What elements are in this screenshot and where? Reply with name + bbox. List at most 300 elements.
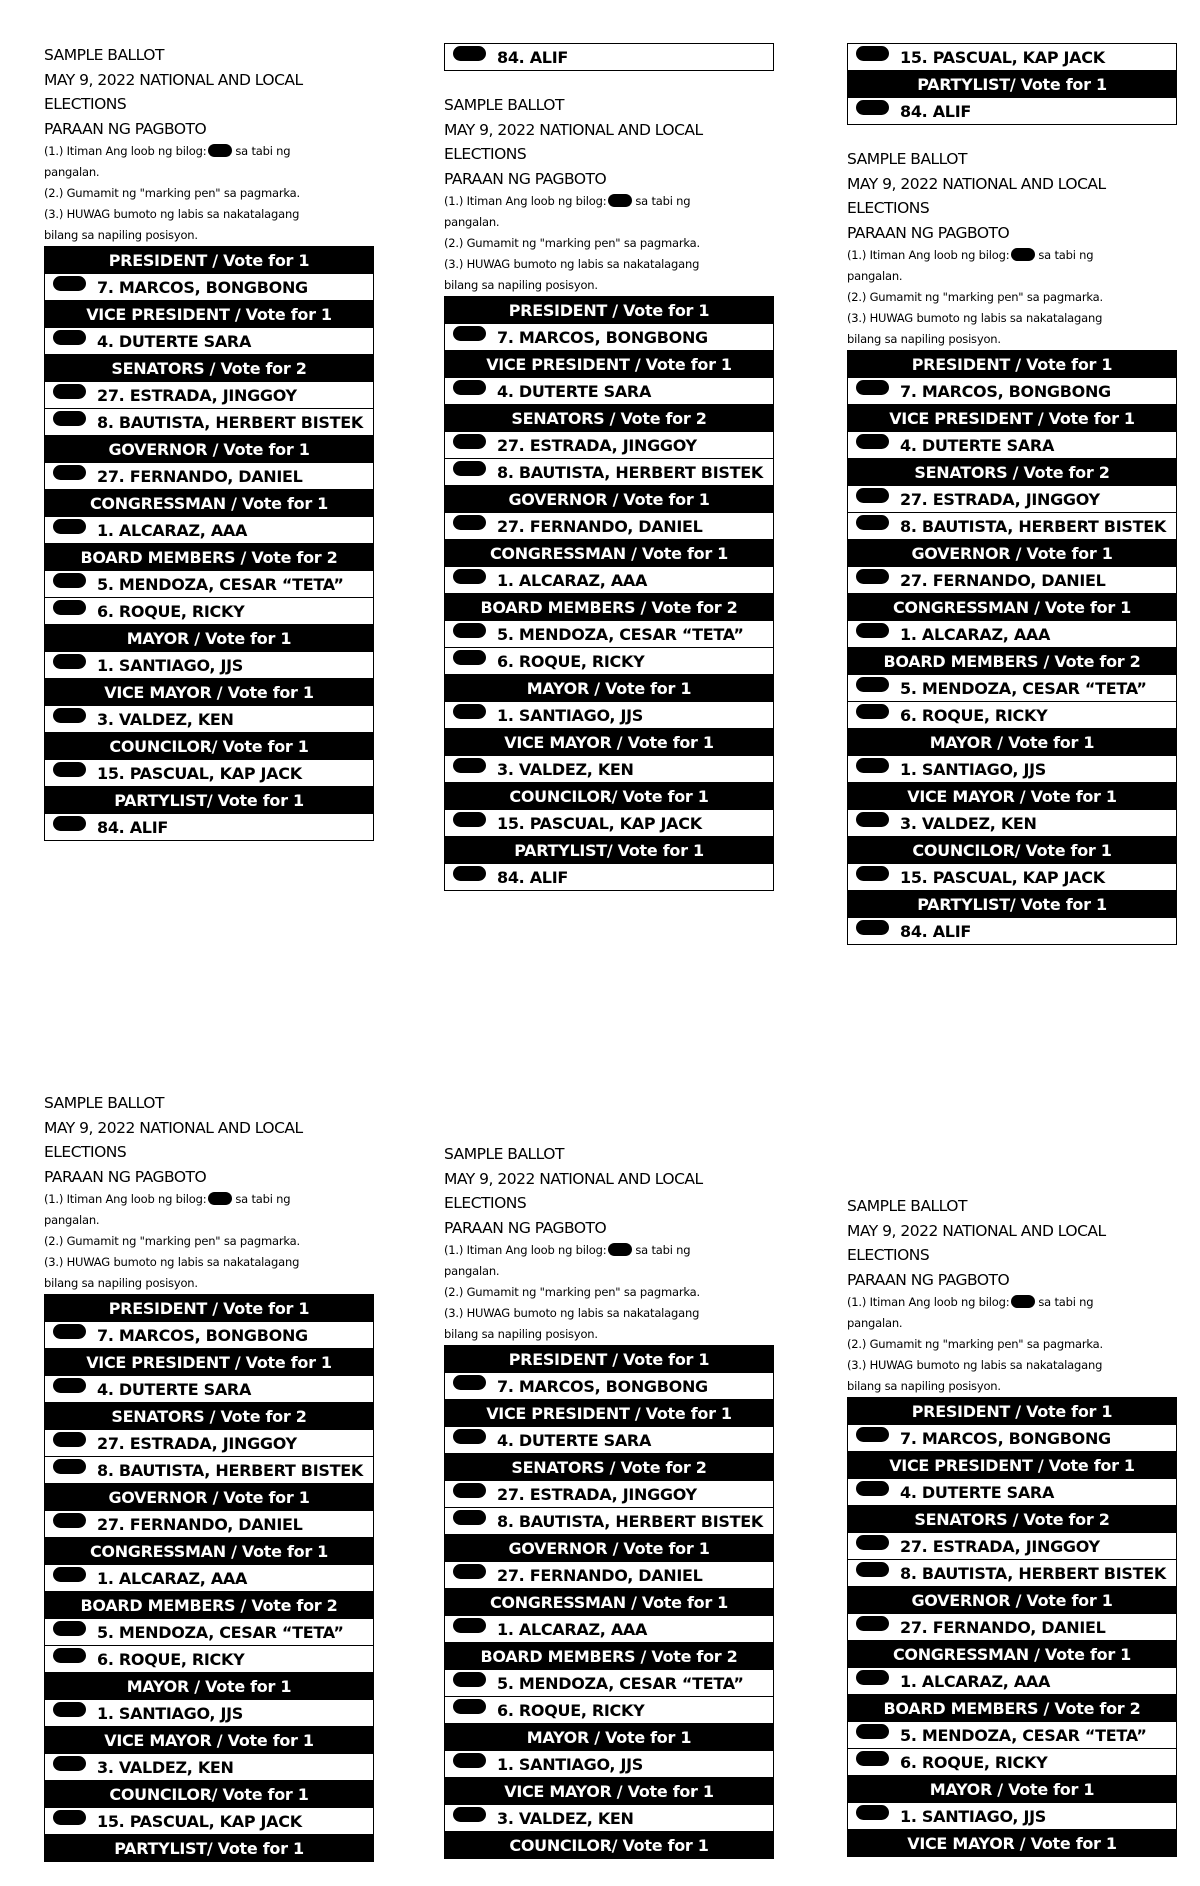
ballot-header-line: MAY 9, 2022 NATIONAL AND LOCAL xyxy=(847,1221,1106,1240)
candidate-row xyxy=(45,409,373,436)
candidate-row xyxy=(445,1751,773,1778)
position-header: PRESIDENT / Vote for 1 xyxy=(45,247,373,274)
position-header: SENATORS / Vote for 2 xyxy=(45,355,373,382)
ballot-title: SAMPLE BALLOT xyxy=(44,1094,164,1112)
candidate-name: 15. PASCUAL, KAP JACK xyxy=(900,48,1105,67)
ballot-table xyxy=(847,43,1177,125)
position-header: GOVERNOR / Vote for 1 xyxy=(445,486,773,513)
position-header: CONGRESSMAN / Vote for 1 xyxy=(848,594,1176,621)
instruction-1 xyxy=(847,245,1177,266)
instruction-text: sa tabi ng xyxy=(1038,248,1094,262)
ballot-header-line: PARAAN NG PAGBOTO xyxy=(847,223,1010,242)
instruction-2: (2.) Gumamit ng "marking pen" sa pagmarka. xyxy=(444,236,700,250)
candidate-row xyxy=(848,756,1176,783)
candidate-row xyxy=(848,621,1176,648)
candidate-row xyxy=(45,1565,373,1592)
ballot-table xyxy=(847,1397,1177,1857)
candidate-row xyxy=(445,1373,773,1400)
filled-bubble-icon[interactable] xyxy=(53,519,86,534)
candidate-name: 27. ESTRADA, JINGGOY xyxy=(97,1434,297,1453)
candidate-row xyxy=(45,1754,373,1781)
candidate-row xyxy=(445,1427,773,1454)
candidate-row xyxy=(445,567,773,594)
filled-bubble-icon[interactable] xyxy=(856,1616,889,1631)
filled-bubble-icon[interactable] xyxy=(53,1432,86,1447)
ballot-table xyxy=(444,296,774,891)
position-header: SENATORS / Vote for 2 xyxy=(445,405,773,432)
position-header: PRESIDENT / Vote for 1 xyxy=(848,351,1176,378)
filled-bubble-icon[interactable] xyxy=(856,704,889,719)
candidate-row xyxy=(848,702,1176,729)
filled-bubble-icon[interactable] xyxy=(856,380,889,395)
position-header: BOARD MEMBERS / Vote for 2 xyxy=(445,1643,773,1670)
instruction-2: (2.) Gumamit ng "marking pen" sa pagmarka. xyxy=(847,290,1103,304)
position-header: CONGRESSMAN / Vote for 1 xyxy=(848,1641,1176,1668)
ballot-header-line: ELECTIONS xyxy=(847,199,930,217)
candidate-name: 3. VALDEZ, KEN xyxy=(497,760,634,779)
ballot-header-line: ELECTIONS xyxy=(847,1246,930,1264)
instruction-1-continued: pangalan. xyxy=(847,1316,903,1330)
instruction-3-continued: bilang sa napiling posisyon. xyxy=(444,1327,598,1341)
filled-circle-icon xyxy=(208,1192,232,1205)
position-header: PARTYLIST/ Vote for 1 xyxy=(45,1835,373,1862)
position-header: SENATORS / Vote for 2 xyxy=(848,459,1176,486)
instruction-1-continued: pangalan. xyxy=(44,1213,100,1227)
filled-bubble-icon[interactable] xyxy=(856,920,889,935)
position-header: PRESIDENT / Vote for 1 xyxy=(45,1295,373,1322)
filled-bubble-icon[interactable] xyxy=(53,1513,86,1528)
filled-bubble-icon[interactable] xyxy=(53,654,86,669)
candidate-name: 15. PASCUAL, KAP JACK xyxy=(497,814,702,833)
candidate-name: 27. ESTRADA, JINGGOY xyxy=(900,1537,1100,1556)
filled-bubble-icon[interactable] xyxy=(856,1427,889,1442)
position-header: CONGRESSMAN / Vote for 1 xyxy=(45,490,373,517)
sample-ballot xyxy=(44,1091,374,1862)
candidate-row xyxy=(445,1670,773,1697)
candidate-row xyxy=(445,1805,773,1832)
filled-bubble-icon[interactable] xyxy=(53,330,86,345)
filled-bubble-icon[interactable] xyxy=(453,1753,486,1768)
filled-bubble-icon[interactable] xyxy=(53,1459,86,1474)
filled-bubble-icon[interactable] xyxy=(453,1564,486,1579)
filled-bubble-icon[interactable] xyxy=(856,515,889,530)
candidate-name: 5. MENDOZA, CESAR “TETA” xyxy=(97,1623,344,1642)
candidate-row xyxy=(848,675,1176,702)
candidate-name: 7. MARCOS, BONGBONG xyxy=(97,1326,308,1345)
instruction-2: (2.) Gumamit ng "marking pen" sa pagmarka. xyxy=(44,186,300,200)
position-header: GOVERNOR / Vote for 1 xyxy=(45,1484,373,1511)
filled-bubble-icon[interactable] xyxy=(53,1756,86,1771)
instruction-1 xyxy=(44,141,374,162)
position-header: PARTYLIST/ Vote for 1 xyxy=(848,71,1176,98)
candidate-name: 7. MARCOS, BONGBONG xyxy=(900,382,1111,401)
filled-bubble-icon[interactable] xyxy=(453,1699,486,1714)
position-header: VICE MAYOR / Vote for 1 xyxy=(45,1727,373,1754)
ballot-header-line: ELECTIONS xyxy=(44,95,127,113)
filled-circle-icon xyxy=(608,1243,632,1256)
candidate-row xyxy=(848,1614,1176,1641)
position-header: MAYOR / Vote for 1 xyxy=(45,1673,373,1700)
candidate-name: 1. ALCARAZ, AAA xyxy=(900,625,1051,644)
candidate-name: 8. BAUTISTA, HERBERT BISTEK xyxy=(97,413,363,432)
candidate-name: 1. SANTIAGO, JJS xyxy=(900,1807,1046,1826)
candidate-name: 4. DUTERTE SARA xyxy=(497,1431,652,1450)
candidate-row xyxy=(848,44,1176,71)
filled-bubble-icon[interactable] xyxy=(856,488,889,503)
ballot-table xyxy=(444,1345,774,1859)
candidate-name: 27. ESTRADA, JINGGOY xyxy=(900,490,1100,509)
candidate-name: 6. ROQUE, RICKY xyxy=(97,602,245,621)
instruction-text: sa tabi ng xyxy=(1038,1295,1094,1309)
candidate-row xyxy=(445,459,773,486)
instruction-text: (1.) Itiman Ang loob ng bilog: xyxy=(847,1295,1010,1309)
position-header: MAYOR / Vote for 1 xyxy=(445,675,773,702)
candidate-name: 1. ALCARAZ, AAA xyxy=(497,571,648,590)
filled-bubble-icon[interactable] xyxy=(453,46,486,61)
candidate-name: 27. FERNANDO, DANIEL xyxy=(97,467,303,486)
position-header: PRESIDENT / Vote for 1 xyxy=(445,1346,773,1373)
filled-bubble-icon[interactable] xyxy=(53,1702,86,1717)
instruction-3-continued: bilang sa napiling posisyon. xyxy=(44,1276,198,1290)
candidate-row xyxy=(45,598,373,625)
candidate-row xyxy=(445,378,773,405)
candidate-row xyxy=(45,1619,373,1646)
filled-bubble-icon[interactable] xyxy=(453,1429,486,1444)
filled-bubble-icon[interactable] xyxy=(856,1751,889,1766)
filled-bubble-icon[interactable] xyxy=(453,380,486,395)
position-header: CONGRESSMAN / Vote for 1 xyxy=(45,1538,373,1565)
candidate-name: 84. ALIF xyxy=(900,922,971,941)
ballot-table xyxy=(44,1294,374,1862)
candidate-name: 27. FERNANDO, DANIEL xyxy=(900,1618,1106,1637)
filled-bubble-icon[interactable] xyxy=(453,758,486,773)
filled-bubble-icon[interactable] xyxy=(453,1375,486,1390)
candidate-row xyxy=(45,517,373,544)
filled-bubble-icon[interactable] xyxy=(53,708,86,723)
candidate-row xyxy=(445,1562,773,1589)
filled-bubble-icon[interactable] xyxy=(453,1483,486,1498)
candidate-name: 8. BAUTISTA, HERBERT BISTEK xyxy=(497,463,763,482)
position-header: VICE PRESIDENT / Vote for 1 xyxy=(45,1349,373,1376)
filled-bubble-icon[interactable] xyxy=(453,1618,486,1633)
ballot-header-line: PARAAN NG PAGBOTO xyxy=(44,1167,207,1186)
filled-circle-icon xyxy=(608,194,632,207)
candidate-row xyxy=(445,44,773,71)
candidate-row xyxy=(848,1533,1176,1560)
filled-bubble-icon[interactable] xyxy=(53,276,86,291)
filled-bubble-icon[interactable] xyxy=(53,1621,86,1636)
candidate-name: 8. BAUTISTA, HERBERT BISTEK xyxy=(900,1564,1166,1583)
candidate-row xyxy=(848,1749,1176,1776)
candidate-row xyxy=(848,513,1176,540)
position-header: PARTYLIST/ Vote for 1 xyxy=(45,787,373,814)
candidate-row xyxy=(45,760,373,787)
ballot-header-line: PARAAN NG PAGBOTO xyxy=(444,1218,607,1237)
filled-bubble-icon[interactable] xyxy=(53,600,86,615)
instruction-3-continued: bilang sa napiling posisyon. xyxy=(847,1379,1001,1393)
candidate-name: 15. PASCUAL, KAP JACK xyxy=(900,868,1105,887)
candidate-row xyxy=(45,1376,373,1403)
candidate-row xyxy=(848,567,1176,594)
candidate-row xyxy=(848,432,1176,459)
instruction-text: sa tabi ng xyxy=(235,1192,291,1206)
filled-bubble-icon[interactable] xyxy=(856,866,889,881)
candidate-name: 7. MARCOS, BONGBONG xyxy=(497,328,708,347)
candidate-name: 5. MENDOZA, CESAR “TETA” xyxy=(900,679,1147,698)
ballot-header-line: MAY 9, 2022 NATIONAL AND LOCAL xyxy=(444,120,703,139)
filled-bubble-icon[interactable] xyxy=(53,1378,86,1393)
candidate-name: 3. VALDEZ, KEN xyxy=(97,710,234,729)
instruction-text: (1.) Itiman Ang loob ng bilog: xyxy=(847,248,1010,262)
position-header: VICE PRESIDENT / Vote for 1 xyxy=(445,1400,773,1427)
filled-bubble-icon[interactable] xyxy=(856,1670,889,1685)
position-header: VICE MAYOR / Vote for 1 xyxy=(445,729,773,756)
candidate-row xyxy=(45,382,373,409)
instruction-3: (3.) HUWAG bumoto ng labis sa nakatalagang xyxy=(444,257,700,271)
position-header: COUNCILOR/ Vote for 1 xyxy=(445,783,773,810)
filled-bubble-icon[interactable] xyxy=(453,866,486,881)
ballot-header-line: MAY 9, 2022 NATIONAL AND LOCAL xyxy=(847,174,1106,193)
candidate-row xyxy=(848,1560,1176,1587)
filled-bubble-icon[interactable] xyxy=(453,1510,486,1525)
candidate-row xyxy=(848,1803,1176,1830)
filled-bubble-icon[interactable] xyxy=(453,515,486,530)
instruction-2: (2.) Gumamit ng "marking pen" sa pagmarka. xyxy=(444,1285,700,1299)
candidate-row xyxy=(45,1700,373,1727)
candidate-name: 3. VALDEZ, KEN xyxy=(497,1809,634,1828)
instruction-3-continued: bilang sa napiling posisyon. xyxy=(847,332,1001,346)
ballot-title: SAMPLE BALLOT xyxy=(847,1197,967,1215)
candidate-name: 4. DUTERTE SARA xyxy=(97,332,252,351)
candidate-name: 1. ALCARAZ, AAA xyxy=(497,1620,648,1639)
filled-bubble-icon[interactable] xyxy=(856,812,889,827)
candidate-name: 4. DUTERTE SARA xyxy=(97,1380,252,1399)
position-header: PRESIDENT / Vote for 1 xyxy=(848,1398,1176,1425)
candidate-row xyxy=(45,1457,373,1484)
candidate-name: 84. ALIF xyxy=(497,868,568,887)
ballot-header-line: MAY 9, 2022 NATIONAL AND LOCAL xyxy=(44,70,303,89)
instruction-3: (3.) HUWAG bumoto ng labis sa nakatalagang xyxy=(847,1358,1103,1372)
candidate-row xyxy=(45,274,373,301)
position-header: VICE MAYOR / Vote for 1 xyxy=(45,679,373,706)
candidate-row xyxy=(848,918,1176,945)
candidate-row xyxy=(445,324,773,351)
candidate-name: 84. ALIF xyxy=(900,102,971,121)
filled-bubble-icon[interactable] xyxy=(53,816,86,831)
candidate-name: 6. ROQUE, RICKY xyxy=(497,652,645,671)
candidate-row xyxy=(445,621,773,648)
filled-bubble-icon[interactable] xyxy=(453,461,486,476)
position-header: SENATORS / Vote for 2 xyxy=(445,1454,773,1481)
candidate-name: 84. ALIF xyxy=(97,818,168,837)
instruction-1-continued: pangalan. xyxy=(847,269,903,283)
instruction-3: (3.) HUWAG bumoto ng labis sa nakatalagang xyxy=(44,207,300,221)
filled-bubble-icon[interactable] xyxy=(453,1672,486,1687)
candidate-name: 5. MENDOZA, CESAR “TETA” xyxy=(497,1674,744,1693)
candidate-row xyxy=(45,706,373,733)
filled-bubble-icon[interactable] xyxy=(856,1481,889,1496)
filled-bubble-icon[interactable] xyxy=(856,758,889,773)
sample-ballot xyxy=(444,1142,774,1859)
filled-bubble-icon[interactable] xyxy=(856,569,889,584)
sample-ballot xyxy=(847,1194,1177,1857)
candidate-row xyxy=(45,1430,373,1457)
filled-bubble-icon[interactable] xyxy=(856,100,889,115)
filled-bubble-icon[interactable] xyxy=(856,1805,889,1820)
position-header: VICE PRESIDENT / Vote for 1 xyxy=(848,1452,1176,1479)
candidate-row xyxy=(445,810,773,837)
filled-bubble-icon[interactable] xyxy=(453,623,486,638)
candidate-name: 4. DUTERTE SARA xyxy=(900,1483,1055,1502)
position-header: CONGRESSMAN / Vote for 1 xyxy=(445,1589,773,1616)
position-header: BOARD MEMBERS / Vote for 2 xyxy=(45,544,373,571)
filled-circle-icon xyxy=(1011,1295,1035,1308)
candidate-row xyxy=(445,648,773,675)
position-header: GOVERNOR / Vote for 1 xyxy=(45,436,373,463)
filled-bubble-icon[interactable] xyxy=(453,569,486,584)
filled-bubble-icon[interactable] xyxy=(453,650,486,665)
filled-bubble-icon[interactable] xyxy=(453,812,486,827)
filled-bubble-icon[interactable] xyxy=(453,434,486,449)
filled-bubble-icon[interactable] xyxy=(453,1807,486,1822)
ballot-title: SAMPLE BALLOT xyxy=(847,150,967,168)
candidate-row xyxy=(848,486,1176,513)
filled-bubble-icon[interactable] xyxy=(53,384,86,399)
candidate-name: 8. BAUTISTA, HERBERT BISTEK xyxy=(900,517,1166,536)
filled-bubble-icon[interactable] xyxy=(53,1567,86,1582)
position-header: GOVERNOR / Vote for 1 xyxy=(848,540,1176,567)
filled-bubble-icon[interactable] xyxy=(856,1535,889,1550)
candidate-name: 1. SANTIAGO, JJS xyxy=(97,656,243,675)
candidate-name: 1. SANTIAGO, JJS xyxy=(497,1755,643,1774)
candidate-name: 4. DUTERTE SARA xyxy=(497,382,652,401)
instruction-3: (3.) HUWAG bumoto ng labis sa nakatalagang xyxy=(44,1255,300,1269)
position-header: MAYOR / Vote for 1 xyxy=(848,729,1176,756)
position-header: VICE PRESIDENT / Vote for 1 xyxy=(445,351,773,378)
candidate-row xyxy=(45,571,373,598)
candidate-row xyxy=(45,1322,373,1349)
ballot-header-line: PARAAN NG PAGBOTO xyxy=(847,1270,1010,1289)
candidate-name: 3. VALDEZ, KEN xyxy=(97,1758,234,1777)
filled-bubble-icon[interactable] xyxy=(856,1562,889,1577)
instruction-1-continued: pangalan. xyxy=(444,1264,500,1278)
filled-bubble-icon[interactable] xyxy=(53,762,86,777)
filled-bubble-icon[interactable] xyxy=(856,434,889,449)
ballot-continuation xyxy=(444,43,774,71)
candidate-row xyxy=(445,864,773,891)
position-header: BOARD MEMBERS / Vote for 2 xyxy=(848,1695,1176,1722)
instruction-text: sa tabi ng xyxy=(635,194,691,208)
instruction-text: sa tabi ng xyxy=(235,144,291,158)
candidate-name: 6. ROQUE, RICKY xyxy=(900,706,1048,725)
position-header: VICE MAYOR / Vote for 1 xyxy=(848,1830,1176,1857)
ballot-title: SAMPLE BALLOT xyxy=(444,1145,564,1163)
candidate-name: 27. FERNANDO, DANIEL xyxy=(97,1515,303,1534)
candidate-row xyxy=(445,513,773,540)
candidate-row xyxy=(848,1425,1176,1452)
filled-circle-icon xyxy=(1011,248,1035,261)
ballot-header-line: ELECTIONS xyxy=(44,1143,127,1161)
candidate-name: 6. ROQUE, RICKY xyxy=(497,1701,645,1720)
candidate-name: 27. FERNANDO, DANIEL xyxy=(900,571,1106,590)
candidate-name: 1. ALCARAZ, AAA xyxy=(97,521,248,540)
position-header: COUNCILOR/ Vote for 1 xyxy=(848,837,1176,864)
instruction-text: sa tabi ng xyxy=(635,1243,691,1257)
position-header: PARTYLIST/ Vote for 1 xyxy=(848,891,1176,918)
position-header: GOVERNOR / Vote for 1 xyxy=(848,1587,1176,1614)
sample-ballot xyxy=(847,147,1177,945)
position-header: SENATORS / Vote for 2 xyxy=(45,1403,373,1430)
filled-bubble-icon[interactable] xyxy=(53,465,86,480)
filled-bubble-icon[interactable] xyxy=(53,1324,86,1339)
instruction-2: (2.) Gumamit ng "marking pen" sa pagmarka. xyxy=(847,1337,1103,1351)
candidate-row xyxy=(848,1722,1176,1749)
candidate-name: 7. MARCOS, BONGBONG xyxy=(900,1429,1111,1448)
instruction-1 xyxy=(444,1240,774,1261)
ballot-header-line: ELECTIONS xyxy=(444,1194,527,1212)
sample-ballot xyxy=(444,93,774,891)
instruction-1 xyxy=(444,191,774,212)
candidate-name: 5. MENDOZA, CESAR “TETA” xyxy=(497,625,744,644)
position-header: VICE MAYOR / Vote for 1 xyxy=(445,1778,773,1805)
filled-bubble-icon[interactable] xyxy=(53,411,86,426)
filled-bubble-icon[interactable] xyxy=(53,1810,86,1825)
candidate-name: 5. MENDOZA, CESAR “TETA” xyxy=(900,1726,1147,1745)
ballot-table xyxy=(847,350,1177,945)
candidate-row xyxy=(848,1668,1176,1695)
candidate-name: 27. FERNANDO, DANIEL xyxy=(497,517,703,536)
filled-bubble-icon[interactable] xyxy=(453,704,486,719)
instruction-1-continued: pangalan. xyxy=(444,215,500,229)
instruction-2: (2.) Gumamit ng "marking pen" sa pagmarka. xyxy=(44,1234,300,1248)
candidate-name: 27. ESTRADA, JINGGOY xyxy=(97,386,297,405)
candidate-row xyxy=(45,328,373,355)
candidate-row xyxy=(445,1508,773,1535)
instruction-1 xyxy=(44,1189,374,1210)
instruction-3-continued: bilang sa napiling posisyon. xyxy=(44,228,198,242)
instruction-3: (3.) HUWAG bumoto ng labis sa nakatalagang xyxy=(444,1306,700,1320)
instruction-text: (1.) Itiman Ang loob ng bilog: xyxy=(444,194,607,208)
filled-bubble-icon[interactable] xyxy=(856,46,889,61)
ballot-title: SAMPLE BALLOT xyxy=(44,46,164,64)
candidate-row xyxy=(445,1697,773,1724)
position-header: BOARD MEMBERS / Vote for 2 xyxy=(848,648,1176,675)
position-header: PRESIDENT / Vote for 1 xyxy=(445,297,773,324)
position-header: MAYOR / Vote for 1 xyxy=(45,625,373,652)
candidate-name: 6. ROQUE, RICKY xyxy=(97,1650,245,1669)
filled-bubble-icon[interactable] xyxy=(453,326,486,341)
position-header: COUNCILOR/ Vote for 1 xyxy=(445,1832,773,1859)
candidate-row xyxy=(848,378,1176,405)
instruction-text: (1.) Itiman Ang loob ng bilog: xyxy=(44,1192,207,1206)
filled-bubble-icon[interactable] xyxy=(856,1724,889,1739)
filled-bubble-icon[interactable] xyxy=(856,623,889,638)
filled-bubble-icon[interactable] xyxy=(53,1648,86,1663)
candidate-row xyxy=(45,1511,373,1538)
ballot-header-line: PARAAN NG PAGBOTO xyxy=(44,119,207,138)
ballot-header-line: MAY 9, 2022 NATIONAL AND LOCAL xyxy=(44,1118,303,1137)
candidate-name: 27. ESTRADA, JINGGOY xyxy=(497,1485,697,1504)
filled-bubble-icon[interactable] xyxy=(53,573,86,588)
filled-bubble-icon[interactable] xyxy=(856,677,889,692)
instruction-1 xyxy=(847,1292,1177,1313)
position-header: MAYOR / Vote for 1 xyxy=(848,1776,1176,1803)
position-header: BOARD MEMBERS / Vote for 2 xyxy=(445,594,773,621)
position-header: PARTYLIST/ Vote for 1 xyxy=(445,837,773,864)
candidate-name: 3. VALDEZ, KEN xyxy=(900,814,1037,833)
position-header: GOVERNOR / Vote for 1 xyxy=(445,1535,773,1562)
instruction-3: (3.) HUWAG bumoto ng labis sa nakatalagang xyxy=(847,311,1103,325)
